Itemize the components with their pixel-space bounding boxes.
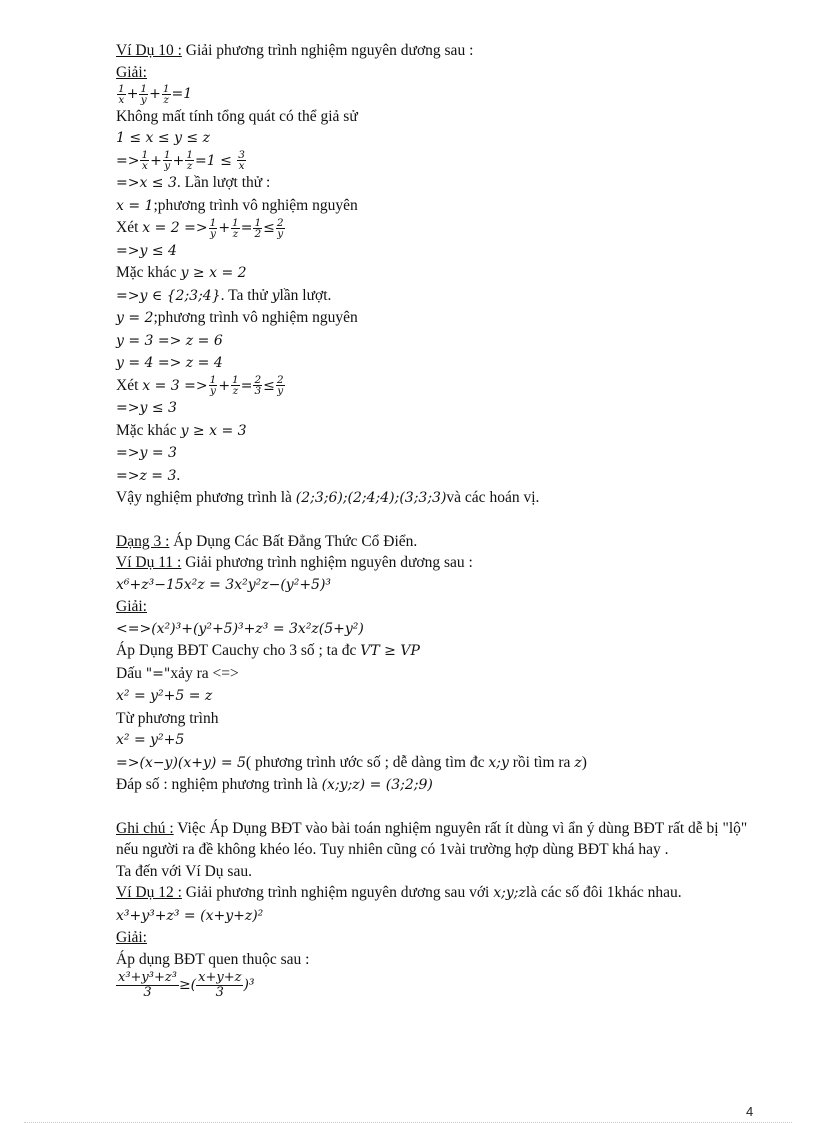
ex12-equation: x³+y³+z³ = (x+y+z)² [116, 907, 264, 924]
ex10-x-le-3: =>x ≤ 3 [116, 175, 177, 191]
note-title: Ghi chú : [116, 819, 174, 837]
ex12-solution-label: Giải: [116, 929, 147, 946]
ex10-y-le-3: =>y ≤ 3 [116, 400, 177, 416]
note-ta-den: Ta đến với Ví Dụ sau. [116, 862, 252, 880]
ex10-y-le-4: =>y ≤ 4 [116, 242, 177, 259]
dang3-heading: Dạng 3 : Áp Dụng Các Bất Đẳng Thức Cổ Điển. [116, 532, 418, 550]
ex12-heading: Ví Dụ 12 : Giải phương trình nghiệm nguyên dương sau với x;y;zlà các số đôi 1khác nhau. [116, 884, 682, 901]
ex10-case-x2: Xét x = 2 => $\frac{1}{y}$ + $\frac{1}{z}$ = $\frac{1}{2}$ ≤ $\frac{2}{y}$ [116, 216, 284, 240]
ex11-equality: Dấu "="xảy ra <=> [116, 664, 239, 682]
page-number: 4 [746, 1104, 754, 1119]
ex11-solution-label: Giải: [116, 598, 147, 615]
ex11-cauchy: Áp Dụng BĐT Cauchy cho 3 số ; ta đc VT ≥ VP [116, 642, 420, 659]
ex11-eq-again: x² = y²+5 [116, 732, 185, 748]
ex10-case-x3: Xét x = 3 => $\frac{1}{y}$ + $\frac{1}{z}$ = $\frac{2}{3}$ ≤ $\frac{2}{y}$ [116, 374, 284, 397]
ex12-quen-thuoc: Áp dụng BĐT quen thuộc sau : [116, 950, 310, 968]
ex11-factor: =>(x−y)(x+y) = 5( phương trình ước số ; dễ dàng tìm đc x;y rồi tìm ra z) [116, 753, 587, 771]
ex10-wlog: Không mất tính tổng quát có thể giả sử [116, 107, 358, 125]
ex10-y4z4: y = 4 => z = 4 [116, 355, 223, 371]
ex11-equiv: <=>(x²)³+(y²+5)³+z³ = 3x²z(5+y²) [116, 620, 364, 637]
ex11-cond: x² = y²+5 = z [116, 688, 213, 704]
ex10-implication: => $\frac{1}{x}$ + $\frac{1}{y}$ + $\frac{1}{z}$ =1 ≤ $\frac{3}{x}$ [116, 149, 245, 172]
note-paragraph: Ghi chú : Việc Áp Dụng BĐT vào bài toán nghiệm nguyên rất ít dùng vì ẩn ý dùng BĐT rất dễ bị "lộ" nếu người ra đề không khéo léo. Tuy nhiên cũng có 1vài trường hợp dùng BĐT khá hay . [116, 819, 748, 858]
ex10-heading [116, 40, 766, 62]
ex10-solution-label: Giải: [116, 63, 147, 81]
ex10-y3z6: y = 3 => z = 6 [116, 332, 223, 349]
ex11-title: Ví Dụ 11 : [116, 554, 182, 571]
ex10-conclusion: Vậy nghiệm phương trình là (2;3;6);(2;4;4);(3;3;3)và các hoán vị. [116, 489, 540, 506]
ex10-title: Ví Dụ 10 : [116, 42, 182, 59]
ex11-heading: Ví Dụ 11 : Giải phương trình nghiệm nguyên dương sau : [116, 554, 473, 571]
ex10-z-eq-3: =>z = 3 [116, 467, 177, 484]
ex10-y-eq-3: =>y = 3 [116, 445, 177, 461]
ex10-order: 1 ≤ x ≤ y ≤ z [116, 130, 210, 146]
ex11-tu-pt: Từ phương trình [116, 709, 219, 727]
page-content: Ví Dụ 10 : Giải phương trình nghiệm nguyên dương sau : Giải: $\frac{1}{x}$ + $\frac{1}{y}$ + $\frac{1}{z}$ =1 Không mất tính tổng quát có thể giả sử 1 ≤ x ≤ y ≤ z => $\frac{1}{x}$ + $\frac{1}{y}$ + $\frac{1}{z}$ =1 ≤ $\frac{3}{x}$ =>x ≤ 3. Lần lượt thử : x = 1;phương trình vô nghiệm nguyên Xét x = 2 => $\frac{1}{y}$ + $\frac{1}{z}$ = $\frac{1}{2}$ ≤ $\frac{2}{y}$ =>y ≤ 4 Mặc khác y ≥ x = 2 =>y ∈ {2;3;4}. Ta thử ylần lượt. y = 2;phương trình vô nghiệm nguyên y = 3 => z = 6 y = 4 => z = 4 Xét x = 3 => $\frac{1}{y}$ + $\frac{1}{z}$ = $\frac{2}{3}$ ≤ $\frac{2}{y}$ =>y ≤ 3 Mặc khác y ≥ x = 3 =>y = 3 =>z = 3. Vậy nghiệm phương trình là (2;3;6);(2;4;4);(3;3;3)và các hoán vị. Dạng 3 : Áp Dụng Các Bất Đẳng Thức Cổ Điển. Ví Dụ 11 : Giải phương trình nghiệm nguyên dương sau : x⁶+z³−15x²z = 3x²y²z−(y²+5)³ Giải: <=>(x²)³+(y²+5)³+z³ = 3x²z(5+y²) Áp Dụng BĐT Cauchy cho 3 số ; ta đc VT ≥ VP Dấu "="xảy ra <=> x² = y²+5 = z Từ phương trình x² = y²+5 =>(x−y)(x+y) = 5( phương trình ước số ; dễ dàng tìm đc x;y rồi tìm ra z) Đáp số : nghiệm phương trình là (x;y;z) = (3;2;9) Ghi chú : Việc Áp Dụng BĐT vào bài toán nghiệm nguyên rất ít dùng vì ẩn ý dùng BĐT rất dễ bị "lộ" nếu người ra đề không khéo léo. Tuy nhiên cũng có 1vài trường hợp dùng BĐT khá hay . Ta đến với Ví Dụ sau. Ví Dụ 12 : Giải phương trình nghiệm nguyên dương sau với x;y;zlà các số đôi 1khác nhau. x³+y³+z³ = (x+y+z)² Giải: Áp dụng BĐT quen thuộc sau : $\frac{\text{x³+y³+z³}}{3}$ ≥( $\frac{x+y+z}{3}$ )³ [116, 40, 766, 1000]
ex10-prompt: Giải phương trình nghiệm nguyên dương sau : [181, 42, 474, 59]
ex10-y-in: =>y ∈ {2;3;4} [116, 287, 221, 304]
ex12-title: Ví Dụ 12 : [116, 884, 182, 901]
ex10-equation: $\frac{1}{x}$ + $\frac{1}{y}$ + $\frac{1}{z}$ =1 [118, 82, 193, 106]
ex12-inequality: $\frac{\text{x³+y³+z³}}{3}$ ≥( $\frac{x+y+z}{3}$ )³ [118, 969, 255, 1000]
ex10-x1: x = 1 [116, 197, 154, 214]
ex11-answer: Đáp số : nghiệm phương trình là (x;y;z) = (3;2;9) [116, 776, 433, 793]
ex10-y2: y = 2 [116, 310, 154, 326]
ex10-y-ge-3: y ≥ x = 3 [180, 422, 247, 439]
ex10-y-ge-2: y ≥ x = 2 [180, 265, 247, 281]
ex11-equation: x⁶+z³−15x²z = 3x²y²z−(y²+5)³ [116, 576, 332, 593]
